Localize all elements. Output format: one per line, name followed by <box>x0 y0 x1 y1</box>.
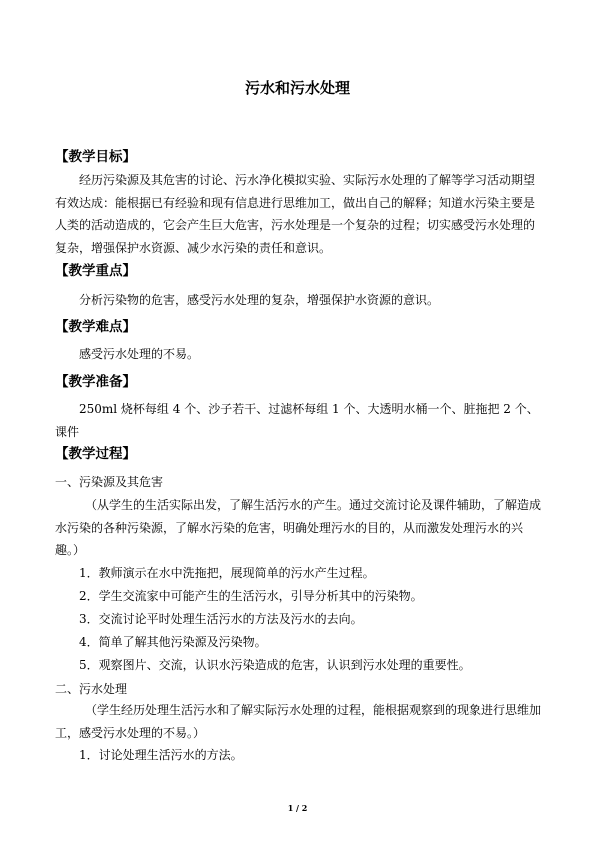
page-title: 污水和污水处理 <box>244 79 350 97</box>
heading-difficulties: 【教学难点】 <box>55 319 136 335</box>
part2-title: 二、污水处理 <box>55 682 128 696</box>
part1-step: 3．交流讨论平时处理生活污水的方法及污水的去向。 <box>79 612 363 626</box>
part1-step: 2．学生交流家中可能产生的生活污水，引导分析其中的污染物。 <box>79 589 423 603</box>
part2-note: （学生经历处理生活污水和了解实际污水处理的过程，能根据观察到的现象进行思维加工，感受污水处理的不易。） <box>55 703 542 740</box>
heading-teaching-process: 【教学过程】 <box>55 446 136 462</box>
preparation-paragraph: 250ml 烧杯每组 4 个、沙子若干、过滤杯每组 1 个、大透明水桶一个、脏拖把 2 个、课件 <box>55 402 539 439</box>
part1-note: （从学生的生活实际出发，了解生活污水的产生。通过交流讨论及课件辅助，了解造成水污染的各种污染源，了解水污染的危害，明确处理污水的目的，从而激发处理污水的兴趣。） <box>55 498 542 557</box>
goals-paragraph: 经历污染源及其危害的讨论、污水净化模拟实验、实际污水处理的了解等学习活动期望有效达成：能根据已有经验和现有信息进行思维加工，做出自己的解释；知道水污染主要是人类的活动造成的，它会产生巨大危害，污水处理是一个复杂的过程；切实感受污水处理的复杂，增强保护水资源、减少水污染的责任和意识。 <box>55 173 536 255</box>
heading-teaching-goals: 【教学目标】 <box>55 149 136 165</box>
heading-key-points: 【教学重点】 <box>55 263 136 279</box>
part1-step: 1．教师演示在水中洗拖把，展现简单的污水产生过程。 <box>79 566 375 580</box>
part2-step: 1．讨论处理生活污水的方法。 <box>79 748 243 762</box>
part1-step: 5．观察图片、交流，认识水污染造成的危害，认识到污水处理的重要性。 <box>79 658 471 672</box>
page-number: 1 / 2 <box>287 803 308 813</box>
heading-preparation: 【教学准备】 <box>55 374 136 390</box>
key-points-paragraph: 分析污染物的危害，感受污水处理的复杂，增强保护水资源的意识。 <box>79 293 440 307</box>
part1-title: 一、污染源及其危害 <box>55 475 164 489</box>
difficulties-paragraph: 感受污水处理的不易。 <box>79 347 200 361</box>
part1-step: 4．简单了解其他污染源及污染物。 <box>79 635 267 649</box>
